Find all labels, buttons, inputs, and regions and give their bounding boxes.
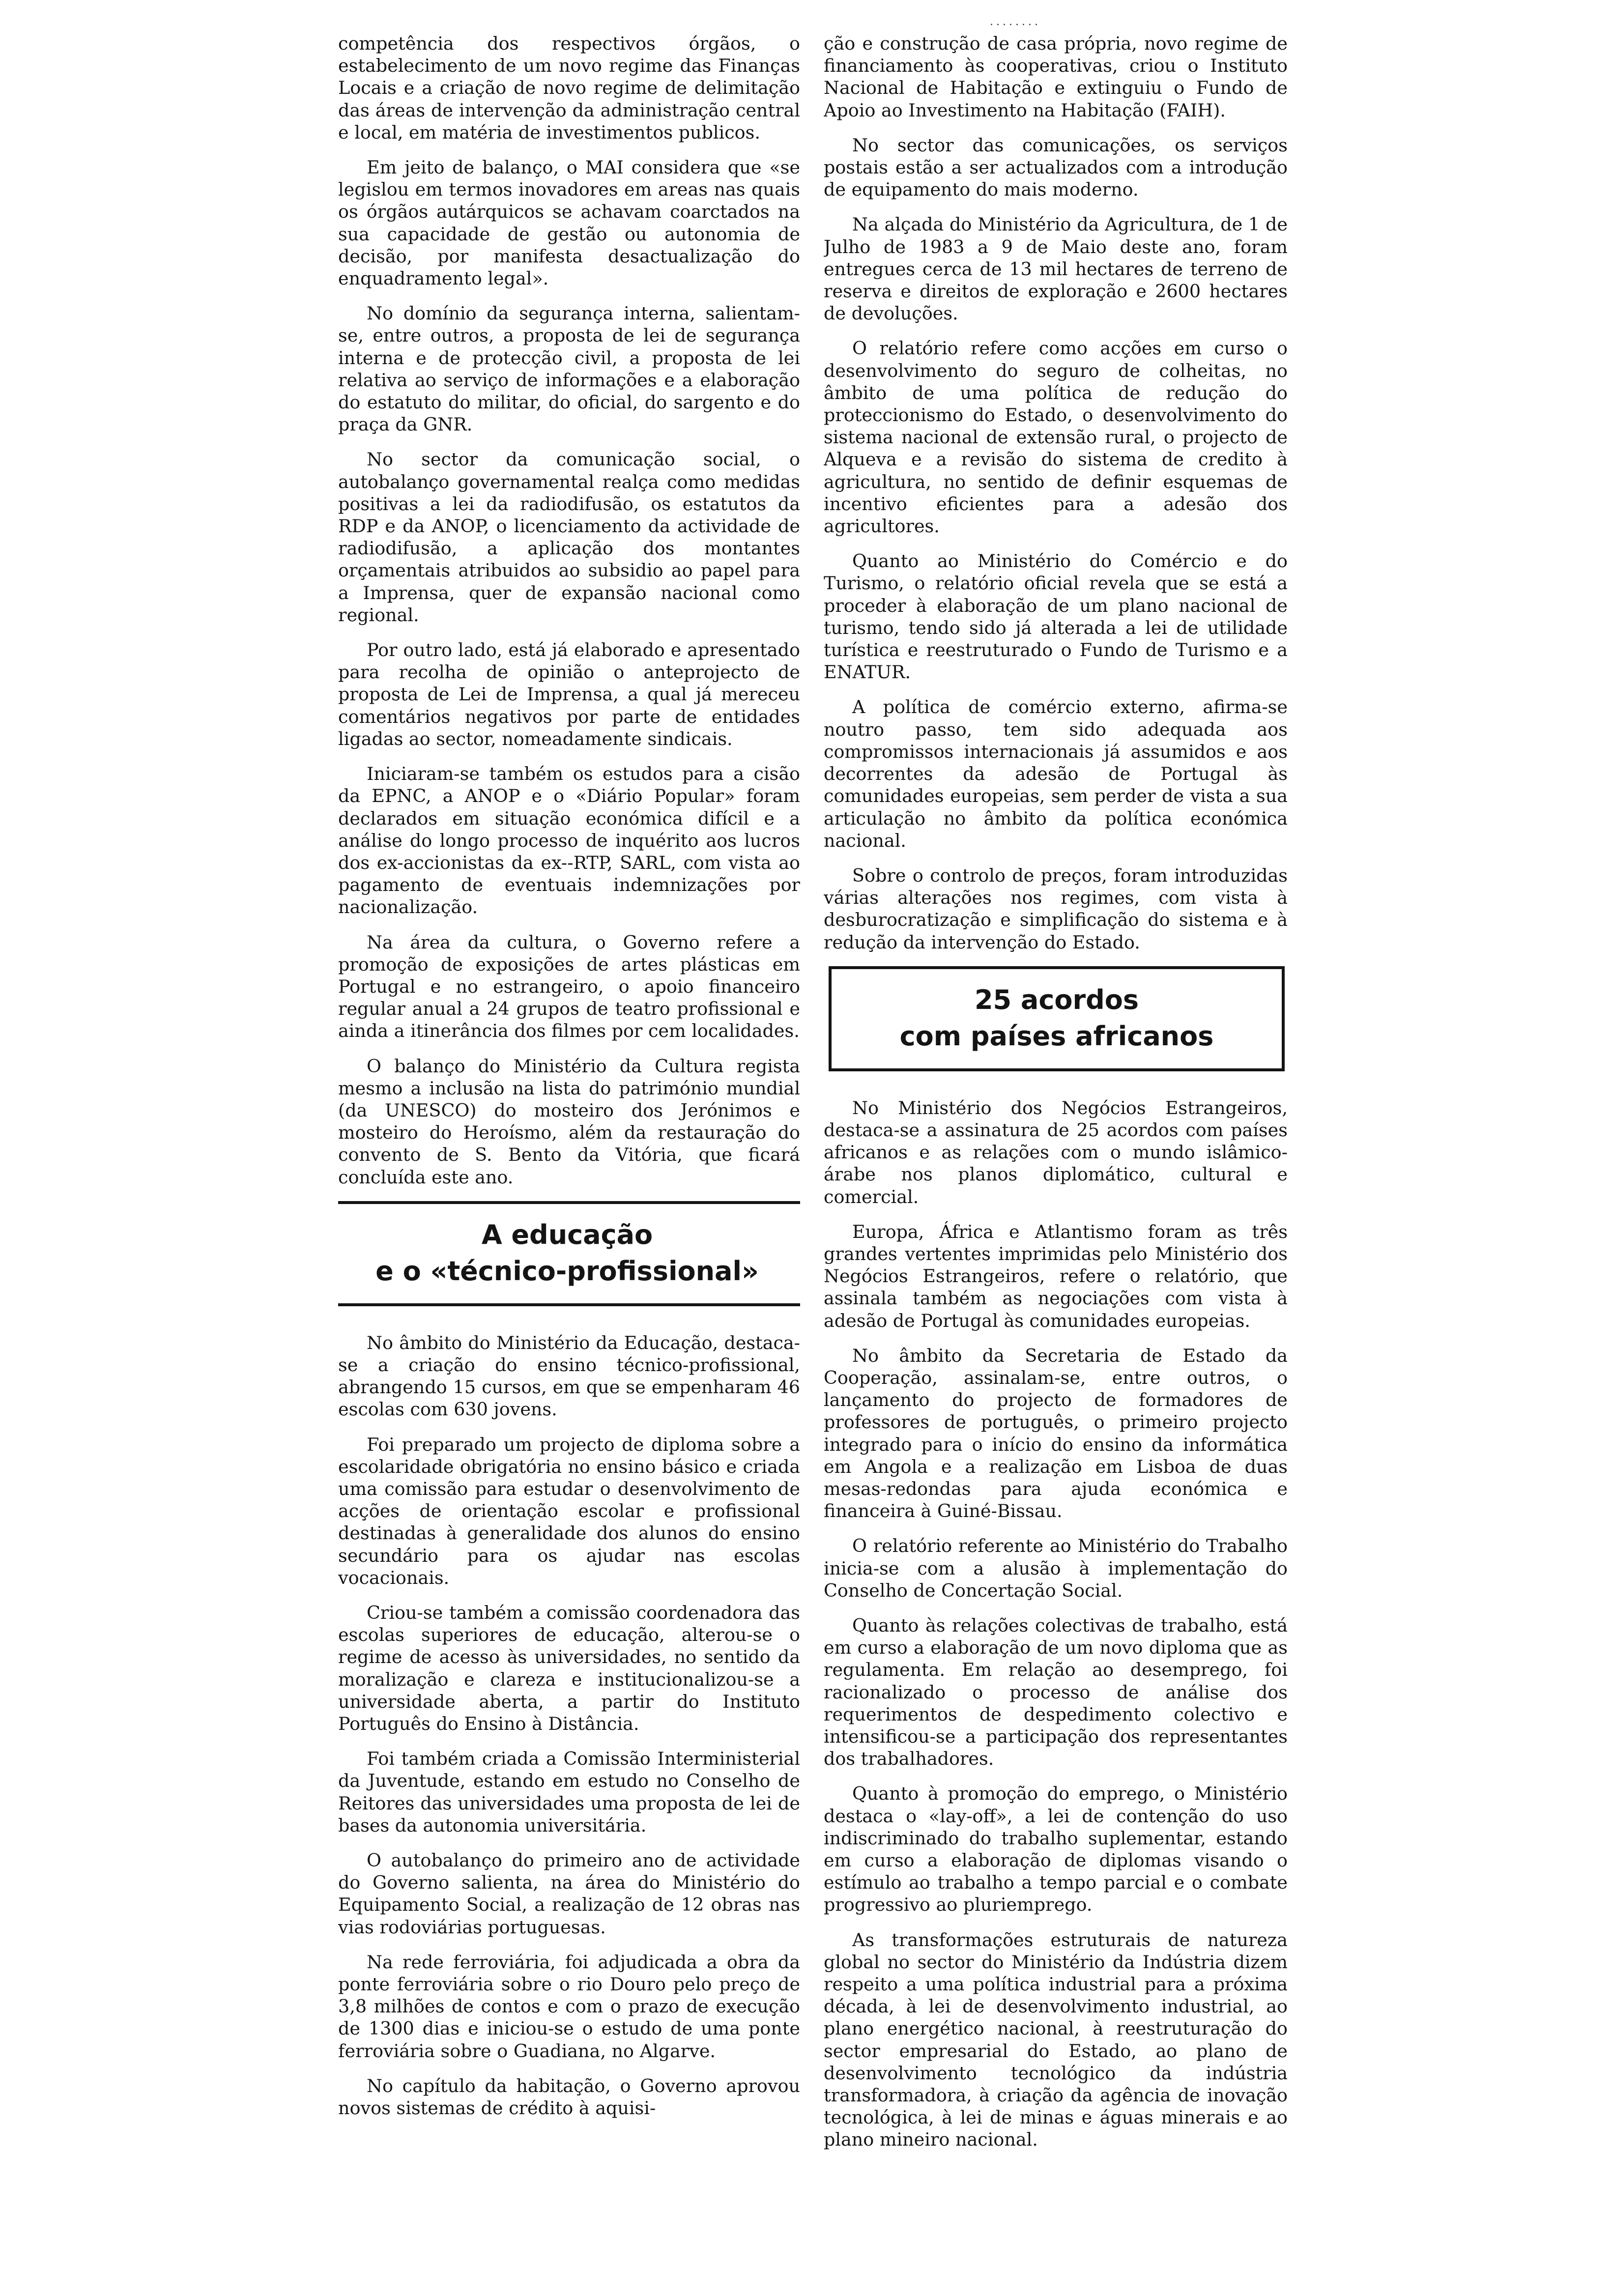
paragraph: O relatório referente ao Ministério do Trabalho inicia-se com a alusão à implementação do Conselho de Concertação Social. (824, 1535, 1288, 1601)
paragraph: O relatório refere como acções em curso o desenvolvimento do seguro de colheitas, no âmbito de uma política de redução do proteccionismo do Estado, o desenvolvimento do sistema nacional de extensão rural, o projecto de Alqueva e a revisão do sistema de credito à agricultura, no sentido de definir esquemas de incentivo eficientes para a adesão dos agricultores. (824, 338, 1288, 537)
paragraph: Por outro lado, está já elaborado e apresentado para recolha de opinião o anteprojecto de proposta de Lei de Imprensa, a qual já mereceu comentários negativos por parte de entidades ligadas ao sector, nomeadamente sindicais. (338, 639, 800, 749)
subhead-africa-line2: com países africanos (899, 1020, 1214, 1052)
paragraph: Em jeito de balanço, o MAI considera que «se legislou em termos inovadores em areas nas quais os órgãos autárquicos se achavam coarctados na sua capacidade de gestão ou autonomia de decisão, por manifesta desactualização do enquadramento legal». (338, 157, 800, 289)
paragraph: No sector das comunicações, os serviços postais estão a ser actualizados com a introdução de equipamento do mais moderno. (824, 134, 1288, 201)
left-column (338, 32, 800, 2296)
subhead-education-line1: A educação (481, 1219, 653, 1250)
paragraph: O autobalanço do primeiro ano de actividade do Governo salienta, na área do Ministério do Equipamento Social, a realização de 12 obras nas vias rodoviárias portuguesas. (338, 1850, 800, 1938)
paragraph: Foi preparado um projecto de diploma sobre a escolaridade obrigatória no ensino básico e criada uma comissão para estudar o desenvolvimento de acções de orientação escolar e profissional destinadas à generalidade dos alunos do ensino secundário para os ajudar nas escolas vocacionais. (338, 1434, 800, 1588)
paragraph: No âmbito da Secretaria de Estado da Cooperação, assinalam-se, entre outros, o lançamento do projecto de formadores de professores de português, o primeiro projecto integrado para o início do ensino da informática em Angola e a realização em Lisboa de duas mesas-redondas para ajuda económica e financeira à Guiné-Bissau. (824, 1345, 1288, 1522)
subhead-education-box (338, 1201, 800, 1306)
paragraph: competência dos respectivos órgãos, o estabelecimento de um novo regime das Finanças Locais e a criação de novo regime de delimitação das áreas de intervenção da administração central e local, em matéria de investimentos publicos. (338, 33, 800, 143)
paragraph: Foi também criada a Comissão Interministerial da Juventude, estando em estudo no Conselho de Reitores das universidades uma proposta de lei de bases da autonomia universitária. (338, 1748, 800, 1836)
paragraph: Quanto ao Ministério do Comércio e do Turismo, o relatório oficial revela que se está a proceder à elaboração de um plano nacional de turismo, tendo sido já alterada a lei de utilidade turística e reestruturado o Fundo de Turismo e a ENATUR. (824, 550, 1288, 683)
paragraph: Na rede ferroviária, foi adjudicada a obra da ponte ferroviária sobre o rio Douro pelo preço de 3,8 milhões de contos e com o prazo de execução de 1300 dias e iniciou-se o estudo de uma ponte ferroviária sobre o Guadiana, no Algarve. (338, 1951, 800, 2062)
paragraph: Quanto às relações colectivas de trabalho, está em curso a elaboração de um novo diploma que as regulamenta. Em relação ao desemprego, foi racionalizado o processo de análise dos requerimentos de despedimento colectivo e intensificou-se a participação dos representantes dos trabalhadores. (824, 1614, 1288, 1770)
paragraph: Quanto à promoção do emprego, o Ministério destaca o «lay-off», a lei de contenção do uso indiscriminado do trabalho suplementar, estando em curso a elaboração de diplomas visando o estímulo ao trabalho a tempo parcial e o combate progressivo ao pluriemprego. (824, 1783, 1288, 1916)
paragraph: Europa, África e Atlantismo foram as três grandes vertentes imprimidas pelo Ministério dos Negócios Estrangeiros, refere o relatório, que assinala também as negociações com vista à adesão de Portugal às comunidades europeias. (824, 1221, 1288, 1331)
paragraph: Na área da cultura, o Governo refere a promoção de exposições de artes plásticas em Portugal e no estrangeiro, o apoio financeiro regular anual a 24 grupos de teatro profissional e ainda a itinerância dos filmes por cem localidades. (338, 931, 800, 1042)
paragraph: No Ministério dos Negócios Estrangeiros, destaca-se a assinatura de 25 acordos com países africanos e as relações com o mundo islâmico-árabe nos planos diplomático, cultural e comercial. (824, 1097, 1288, 1207)
paragraph: As transformações estruturais de natureza global no sector do Ministério da Indústria dizem respeito a uma política industrial para a próxima década, à lei de desenvolvimento industrial, ao plano energético nacional, à reestruturação do sector empresarial do Estado, ao plano de desenvolvimento tecnológico da indústria transformadora, à criação da agência de inovação tecnológica, à lei de minas e águas minerais e ao plano mineiro nacional. (824, 1929, 1288, 2151)
subhead-education-line2: e o «técnico-profissional» (375, 1255, 759, 1287)
paragraph: No âmbito do Ministério da Educação, destaca-se a criação do ensino técnico-profissional, abrangendo 15 cursos, em que se empenharam 46 escolas com 630 jovens. (338, 1332, 800, 1420)
paragraph: No sector da comunicação social, o autobalanço governamental realça como medidas positivas a lei da radiodifusão, os estatutos da RDP e da ANOP, o licenciamento da actividade de radiodifusão, a aplicação dos montantes orçamentais atribuidos ao subsidio ao papel para a Imprensa, quer de expansão nacional como regional. (338, 449, 800, 626)
paragraph: O balanço do Ministério da Cultura regista mesmo a inclusão na lista do património mundial (da UNESCO) do mosteiro dos Jerónimos e mosteiro do Heroísmo, além da restauração do convento de S. Bento da Vitória, que ficará concluída este ano. (338, 1055, 800, 1188)
paragraph: No domínio da segurança interna, salientam-se, entre outros, a proposta de lei de segurança interna e de protecção civil, a proposta de lei relativa ao serviço de informações e a elaboração do estatuto do militar, do oficial, do sargento e do praça da GNR. (338, 303, 800, 435)
paragraph: No capítulo da habitação, o Governo aprovou novos sistemas de crédito à aquisi- (338, 2075, 800, 2119)
header-mark: ........ (990, 16, 1041, 28)
paragraph: ção e construção de casa própria, novo regime de financiamento às cooperativas, criou o Instituto Nacional de Habitação e extinguiu o Fundo de Apoio ao Investimento na Habitação (FAIH). (824, 33, 1288, 121)
paragraph: Sobre o controlo de preços, foram introduzidas várias alterações nos regimes, com vista à desburocratização e simplificação do sistema e à redução da intervenção do Estado. (824, 864, 1288, 953)
subhead-africa-box (829, 966, 1285, 1071)
paragraph: Na alçada do Ministério da Agricultura, de 1 de Julho de 1983 a 9 de Maio deste ano, foram entregues cerca de 13 mil hectares de terreno de reserva e direitos de exploração e 2600 hectares de devoluções. (824, 214, 1288, 324)
paragraph: Iniciaram-se também os estudos para a cisão da EPNC, a ANOP e o «Diário Popular» foram declarados em situação económica difícil e a análise do longo processo de inquérito aos lucros dos ex-accionistas da ex--RTP, SARL, com vista ao pagamento de eventuais indemnizações por nacionalização. (338, 763, 800, 918)
paragraph: A política de comércio externo, afirma-se noutro passo, tem sido adequada aos compromissos internacionais já assumidos e aos decorrentes da adesão de Portugal às comunidades europeias, sem perder de vista a sua articulação no âmbito da política económica nacional. (824, 696, 1288, 851)
subhead-africa-line1: 25 acordos (974, 984, 1139, 1015)
paragraph: Criou-se também a comissão coordenadora das escolas superiores de educação, alterou-se o regime de acesso às universidades, no sentido da moralização e clareza e institucionalizou-se a universidade aberta, a partir do Instituto Português do Ensino à Distância. (338, 1602, 800, 1734)
right-column (824, 32, 1288, 2296)
